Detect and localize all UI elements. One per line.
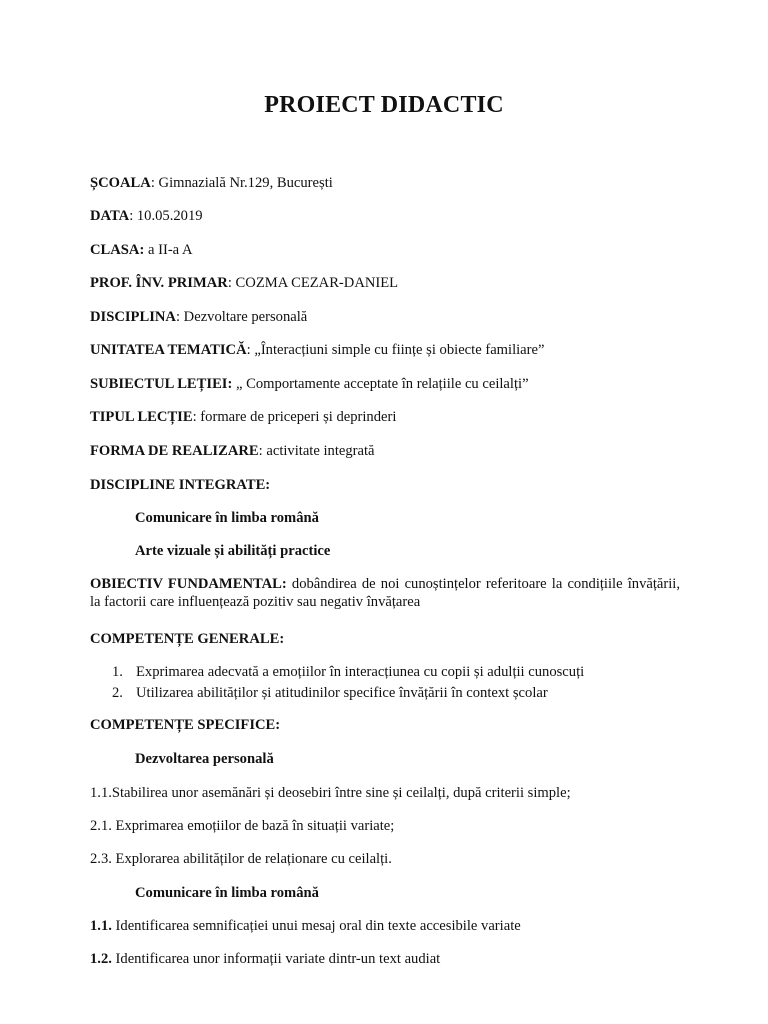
field-clasa-label: CLASA:	[90, 242, 145, 258]
field-tipul	[90, 408, 680, 426]
field-discipline-label: DISCIPLINE INTEGRATE:	[90, 477, 271, 493]
field-prof	[90, 274, 680, 292]
field-forma-value: : activitate integrată	[258, 443, 375, 459]
general-label: COMPETENȚE GENERALE:	[90, 631, 285, 647]
field-subiectul-label: SUBIECTUL LEȚIEI:	[90, 376, 233, 392]
list-item	[112, 684, 702, 702]
specific-item-number: 1.2.	[90, 951, 112, 967]
field-data	[90, 207, 680, 225]
field-prof-label: PROF. ÎNV. PRIMAR	[90, 275, 228, 291]
list-number: 2.	[112, 685, 123, 701]
list-item	[112, 663, 702, 681]
field-disciplina-value: : Dezvoltare personală	[175, 309, 308, 325]
specific-item-text: Identificarea semnificației unui mesaj oral din texte accesibile variate	[111, 918, 521, 934]
specific-heading	[90, 716, 680, 734]
specific-item-text: Identificarea unor informații variate dintr-un text audiat	[111, 951, 441, 967]
field-scoala-value: : Gimnazială Nr.129, București	[150, 175, 333, 191]
field-forma-label: FORMA DE REALIZARE	[90, 443, 259, 459]
specific-item	[90, 950, 680, 968]
specific-item: 2.3. Explorarea abilităților de relaționare cu ceilalți.	[90, 851, 392, 867]
integrated-item: Comunicare în limba română	[135, 510, 319, 526]
field-forma	[90, 442, 680, 460]
field-data-value: : 10.05.2019	[129, 208, 203, 224]
field-tipul-label: TIPUL LECȚIE	[90, 409, 193, 425]
field-subiectul	[90, 375, 680, 393]
general-heading	[90, 630, 680, 648]
field-prof-value: : COZMA CEZAR-DANIEL	[227, 275, 399, 291]
field-subiectul-value: „ Comportamente acceptate în relațiile cu ceilalți”	[232, 376, 529, 392]
field-discipline	[90, 476, 680, 494]
specific-item	[90, 917, 680, 935]
field-scoala-label: ȘCOALA	[90, 175, 151, 191]
integrated-item: Arte vizuale și abilități practice	[135, 543, 331, 559]
field-tipul-value: : formare de priceperi și deprinderi	[192, 409, 397, 425]
specific-item: 1.1.Stabilirea unor asemănări și deosebiri între sine și ceilalți, după criterii simple;	[90, 785, 571, 801]
specific-label: COMPETENȚE SPECIFICE:	[90, 717, 281, 733]
field-clasa-value: a II-a A	[144, 242, 193, 258]
comunicare-heading: Comunicare în limba română	[135, 885, 319, 901]
field-unitatea-label: UNITATEA TEMATICĂ	[90, 342, 247, 358]
list-text: Exprimarea adecvată a emoțiilor în interacțiunea cu copii și adulții cunoscuți	[136, 664, 585, 680]
field-disciplina-label: DISCIPLINA	[90, 309, 176, 325]
specific-item: 2.1. Exprimarea emoțiilor de bază în situații variate;	[90, 818, 395, 834]
field-data-label: DATA	[90, 208, 130, 224]
field-unitatea	[90, 341, 680, 359]
list-number: 1.	[112, 664, 123, 680]
field-unitatea-value: : „Înteracțiuni simple cu ființe și obiecte familiare”	[246, 342, 545, 358]
specific-item-number: 1.1.	[90, 918, 112, 934]
list-text: Utilizarea abilităților și atitudinilor specifice învățării în context școlar	[136, 685, 548, 701]
document-title: PROIECT DIDACTIC	[264, 92, 504, 118]
field-scoala	[90, 174, 680, 192]
field-disciplina	[90, 308, 680, 326]
objective-label: OBIECTIV FUNDAMENTAL:	[90, 576, 287, 592]
field-clasa	[90, 241, 680, 259]
objective-text: dobândirea de noi cunoștințelor referitoare la condițiile învățării, la factorii care influențează pozitiv sau negativ învățarea	[90, 576, 680, 610]
objective-paragraph	[90, 575, 680, 611]
dezvoltare-heading: Dezvoltarea personală	[135, 751, 274, 767]
